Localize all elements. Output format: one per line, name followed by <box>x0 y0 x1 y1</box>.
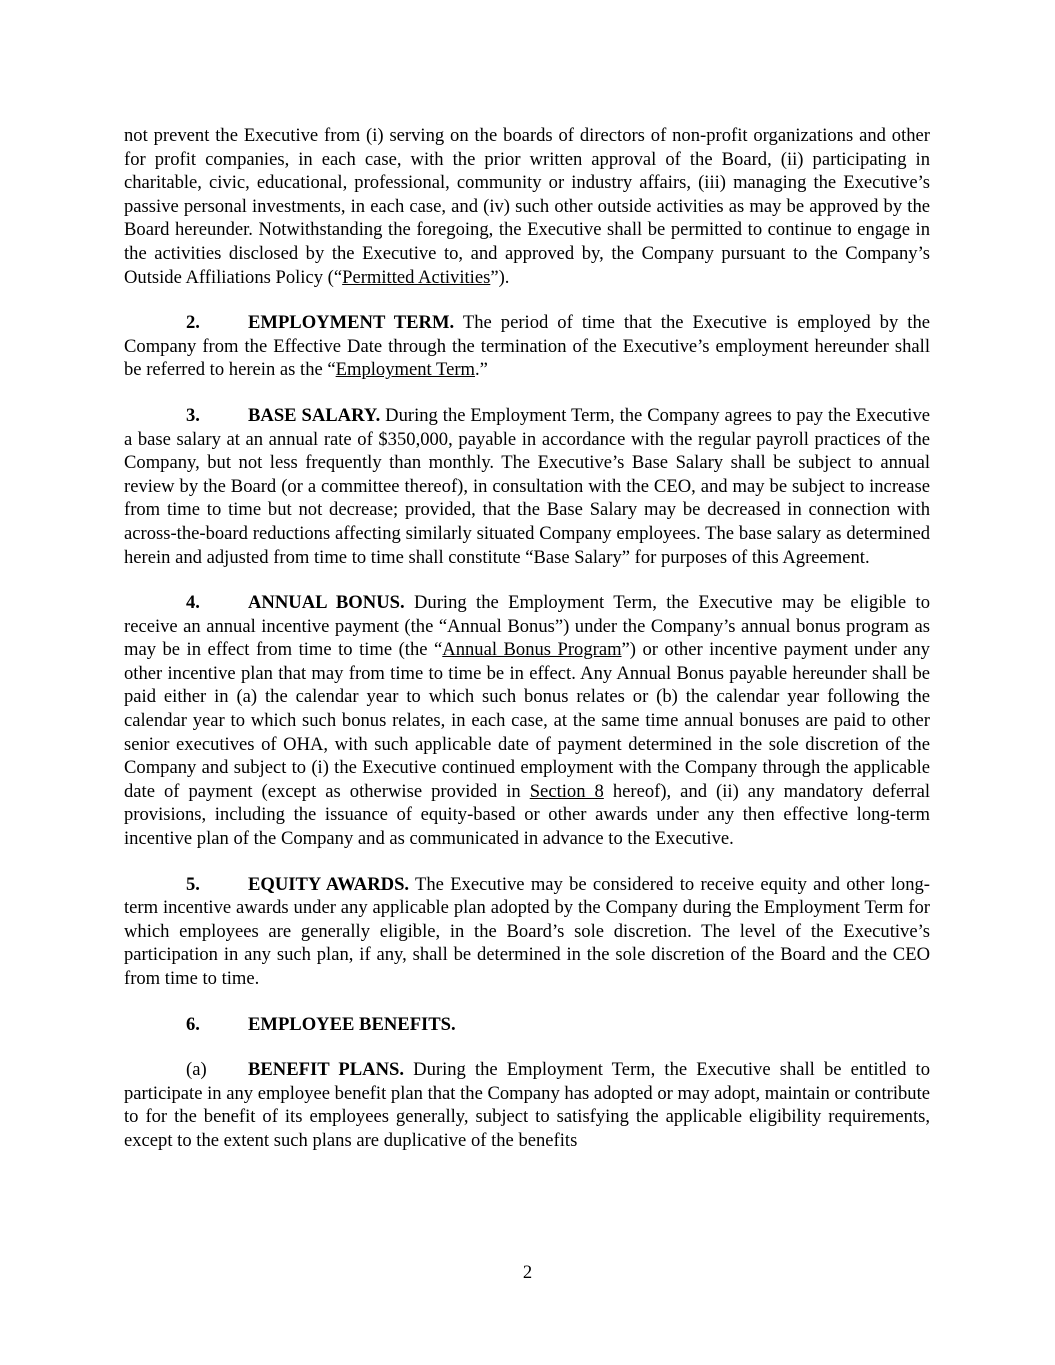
cross-reference-section-8: Section 8 <box>529 780 604 802</box>
section-heading: EMPLOYMENT TERM. <box>248 312 455 334</box>
section-text: ”) or other incentive payment under any other incentive plan that may from time to time be in effect. Any Annual Bonus payable hereunder shall be paid either in (a) the calendar year to which such bonus relates or (b) the calendar year following the calendar year to which such bonus relates, in each case, at the same time annual bonuses are paid to other senior executives of OHA, with such applicable date of payment determined in the sole discretion of the Company and subject to (i) the Executive continued employment with the Company through the applicable date of payment (except as otherwise provided in <box>124 639 930 802</box>
section-text: hereof), and (ii) any mandatory deferral provisions, including the issuance of equity-based or other awards under any then effective long-term incentive plan of the Company and as communicated in advance to the Executive. <box>124 780 930 850</box>
page-number: 2 <box>522 1262 533 1283</box>
section-text: .” <box>474 359 488 381</box>
paragraph-text: not prevent the Executive from (i) serving on the boards of directors of non-profit organizations and other for profit companies, in each case, with the prior written approval of the Board, (ii) participating in charitable, civic, educational, professional, community or industry affairs, (iii) managing the Executive’s passive personal investments, in each case, and (iv) such other outside activities as may be approved by the Board hereunder. Notwithstanding the foregoing, the Executive shall be permitted to continue to engage in the activities disclosed by the Executive to, and approved by, the Company pursuant to the Company’s Outside Affiliations Policy (“ <box>124 125 930 288</box>
document-page <box>124 124 930 1175</box>
defined-term-permitted-activities: Permitted Activities <box>342 266 491 288</box>
section-4-annual-bonus <box>124 591 930 851</box>
paragraph-text: ”). <box>490 266 510 288</box>
section-text: During the Employment Term, the Company agrees to pay the Executive a base salary at an annual rate of $350,000, payable in accordance with the regular payroll practices of the Company, but not less frequently than monthly. The Executive’s Base Salary shall be subject to annual review by the Board (or a committee thereof), in consultation with the CEO, and may be subject to increase from time to time but not decrease; provided, that the Base Salary may be decreased in connection with across-the-board reductions affecting similarly situated Company employees. The base salary as determined herein and adjusted from time to time shall constitute “Base Salary” for purposes of this Agreement. <box>124 404 930 568</box>
section-6a-benefit-plans <box>124 1058 930 1152</box>
section-number: 2. <box>186 312 200 334</box>
section-2-employment-term <box>124 311 930 382</box>
section-heading: BASE SALARY. <box>248 404 381 426</box>
section-number: 3. <box>186 404 200 426</box>
section-6-employee-benefits <box>124 1013 930 1037</box>
section-5-equity-awards <box>124 873 930 991</box>
section-number: 6. <box>186 1013 200 1035</box>
section-text: The period of time that the Executive is employed by the Company from the Effective Date through the termination of the Executive’s employment hereunder shall be referred to herein as the “ <box>124 312 930 381</box>
section-3-base-salary <box>124 404 930 569</box>
section-heading: EMPLOYEE BENEFITS. <box>248 1013 456 1035</box>
subsection-number: (a) <box>186 1059 207 1081</box>
section-text: During the Employment Term, the Executive may be eligible to receive an annual incentive payment (the “Annual Bonus”) under the Company’s annual bonus program as may be in effect from time to time (the “ <box>124 592 930 661</box>
paragraph-outside-activities <box>124 124 930 289</box>
subsection-text: During the Employment Term, the Executive shall be entitled to participate in any employee benefit plan that the Company has adopted or may adopt, maintain or contribute to for the benefit of its employees generally, subject to satisfying the applicable eligibility requirements, except to the extent such plans are duplicative of the benefits <box>124 1059 930 1151</box>
section-number: 5. <box>186 873 200 895</box>
section-heading: ANNUAL BONUS. <box>248 592 405 614</box>
section-heading: EQUITY AWARDS. <box>248 873 410 895</box>
defined-term-annual-bonus-program: Annual Bonus Program <box>442 639 622 661</box>
section-number: 4. <box>186 592 200 614</box>
subsection-heading: BENEFIT PLANS. <box>248 1059 405 1081</box>
section-text: The Executive may be considered to receive equity and other long-term incentive awards under any applicable plan adopted by the Company during the Employment Term for which employees are generally eligible, in the Board’s sole discretion. The level of the Executive’s participation in any such plan, if any, shall be determined in the sole discretion of the Board and the CEO from time to time. <box>124 873 930 989</box>
defined-term-employment-term: Employment Term <box>335 359 475 381</box>
